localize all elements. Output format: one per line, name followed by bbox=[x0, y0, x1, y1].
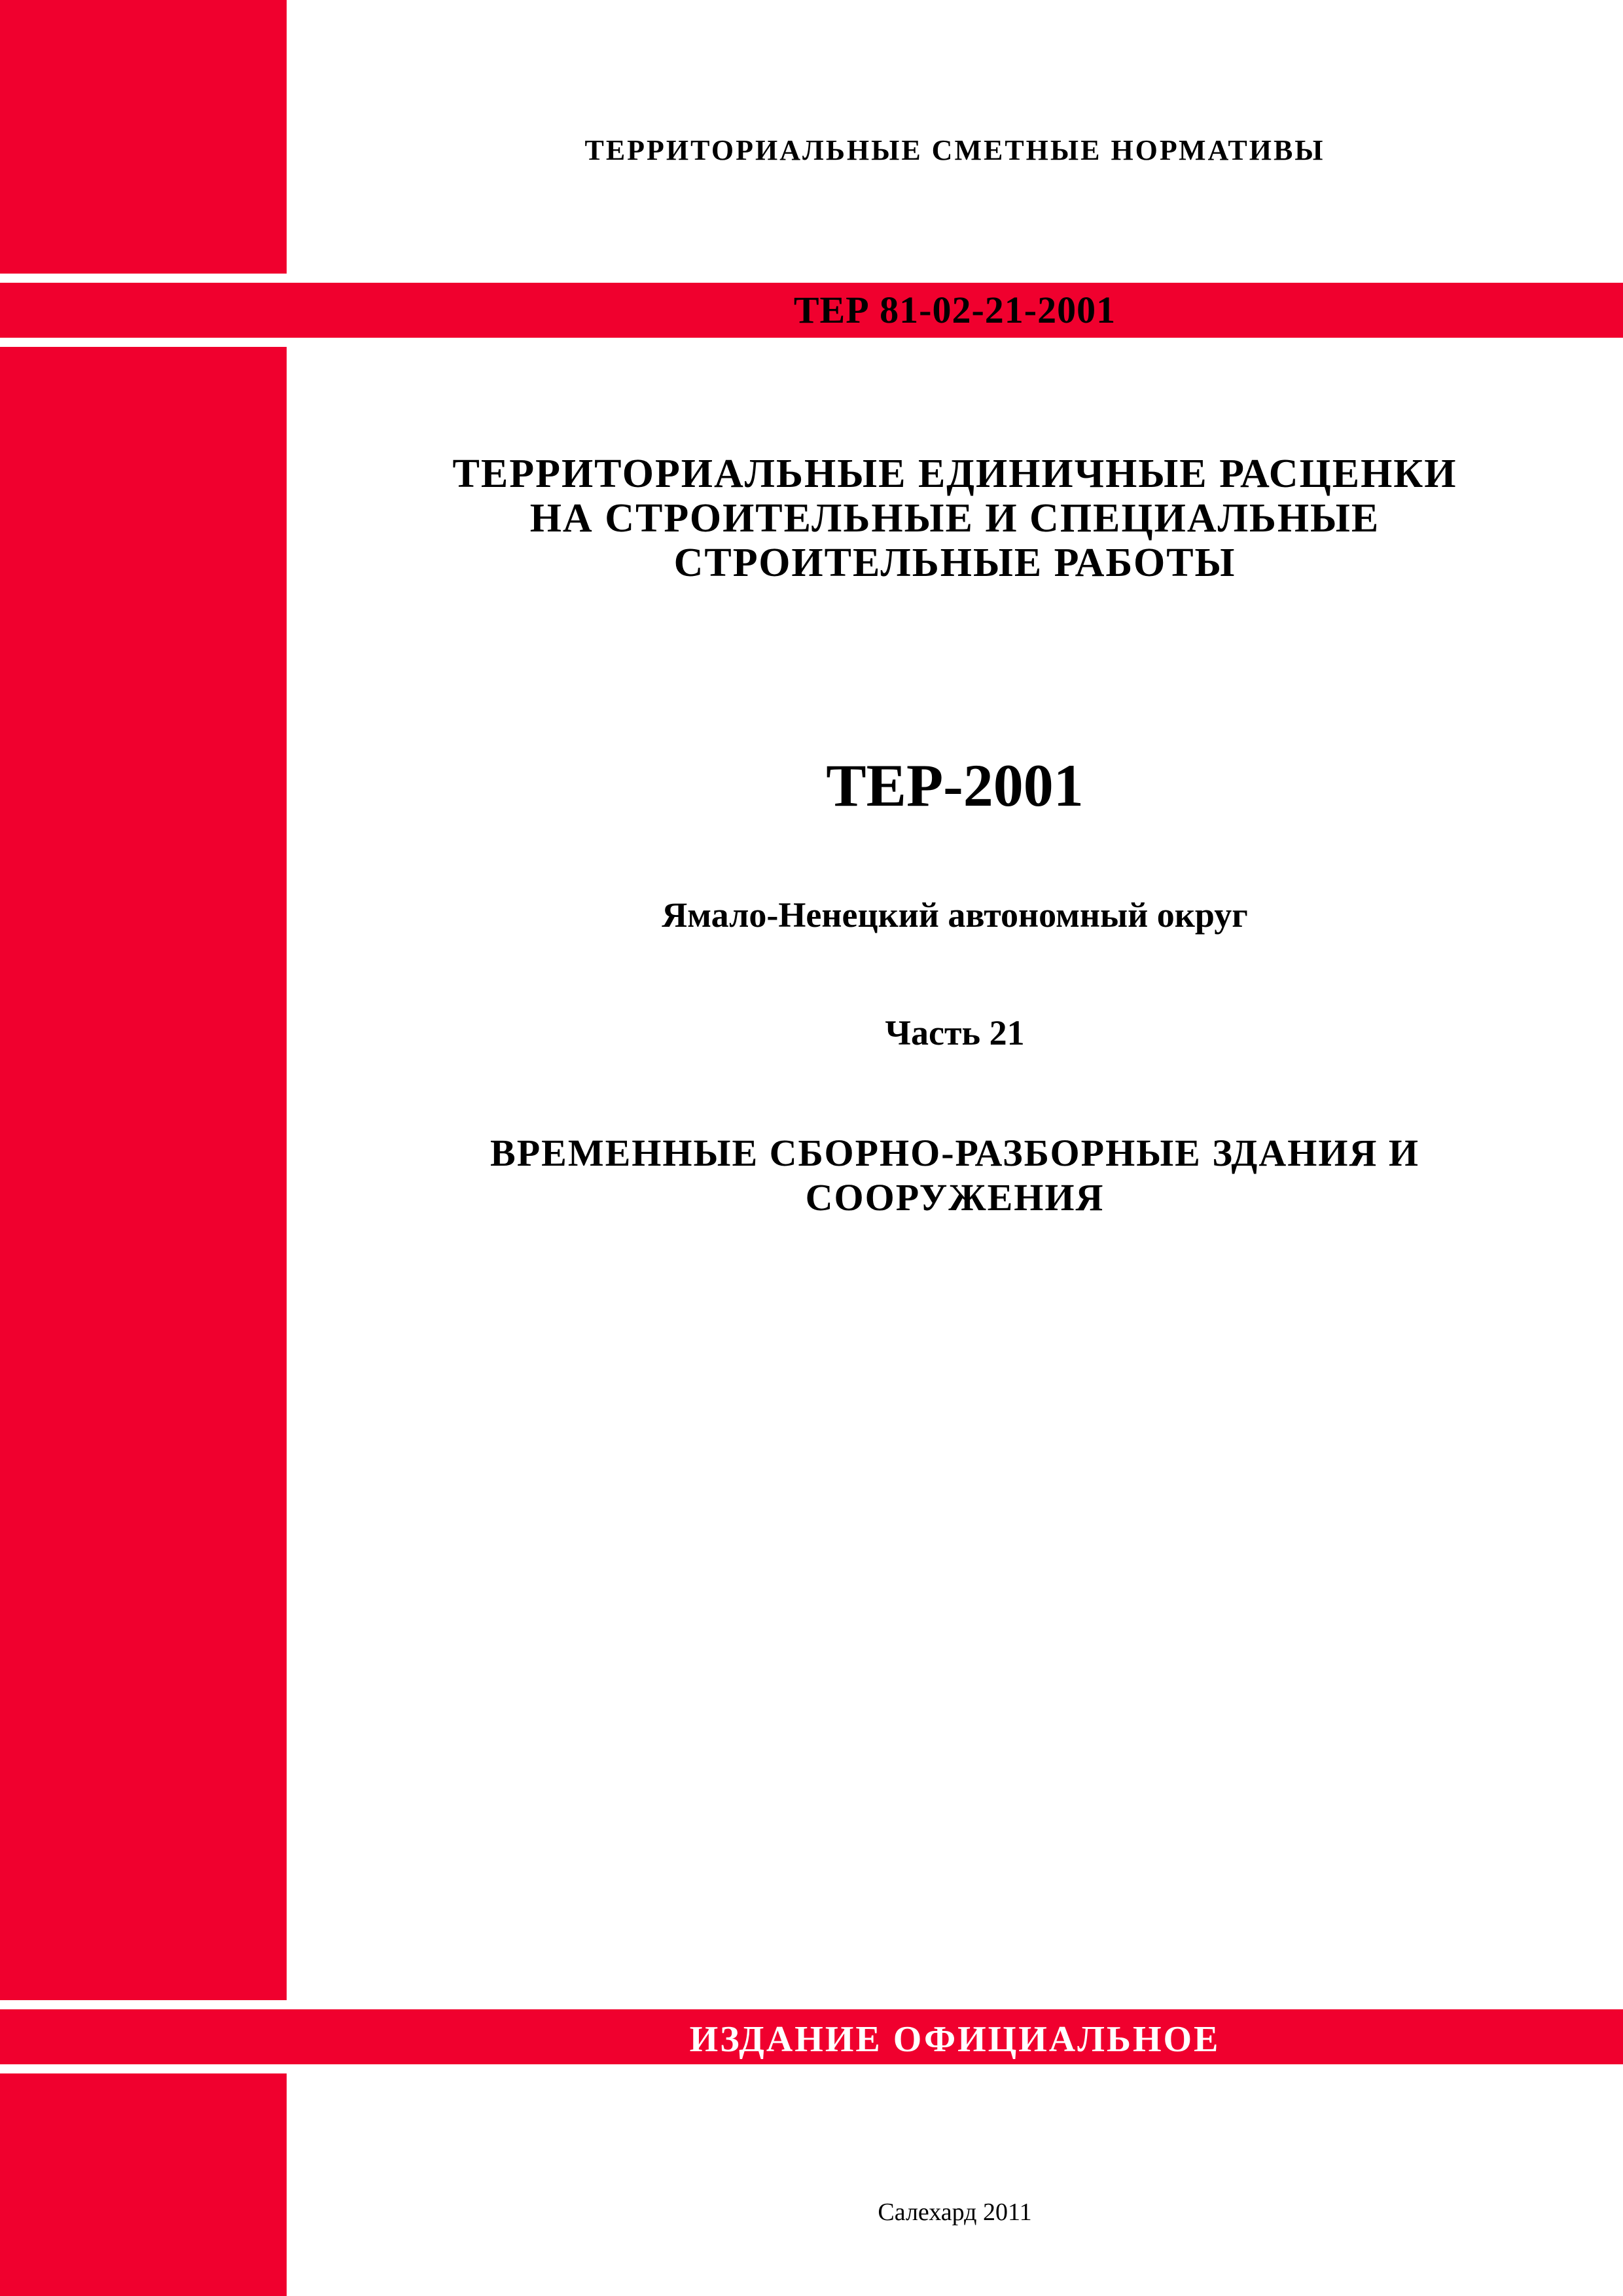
stripe-gap-top bbox=[0, 274, 287, 283]
title-line: НА СТРОИТЕЛЬНЫЕ И СПЕЦИАЛЬНЫЕ bbox=[529, 496, 1380, 541]
stripe-gap-code bbox=[0, 338, 287, 347]
subtitle-line: СООРУЖЕНИЯ bbox=[805, 1176, 1105, 1219]
official-edition-label: ИЗДАНИЕ ОФИЦИАЛЬНОЕ bbox=[689, 2019, 1221, 2060]
series-heading: ТЕРРИТОРИАЛЬНЫЕ СМЕТНЫЕ НОРМАТИВЫ bbox=[584, 134, 1325, 166]
document-code: ТЕР 81-02-21-2001 bbox=[793, 289, 1116, 331]
subtitle-line: ВРЕМЕННЫЕ СБОРНО-РАЗБОРНЫЕ ЗДАНИЯ И bbox=[490, 1132, 1419, 1174]
stripe-gap-official-bottom bbox=[0, 2064, 287, 2073]
stripe-gap-official-top bbox=[0, 2000, 287, 2009]
title-line: СТРОИТЕЛЬНЫЕ РАБОТЫ bbox=[673, 541, 1236, 585]
document-title bbox=[287, 452, 1623, 585]
short-title: ТЕР-2001 bbox=[826, 752, 1084, 819]
part-number: Часть 21 bbox=[885, 1013, 1025, 1052]
part-subtitle bbox=[287, 1131, 1623, 1220]
title-line: ТЕРРИТОРИАЛЬНЫЕ ЕДИНИЧНЫЕ РАСЦЕНКИ bbox=[452, 452, 1457, 496]
region-name: Ямало-Ненецкий автономный округ bbox=[662, 895, 1248, 935]
place-and-year: Салехард 2011 bbox=[878, 2198, 1032, 2226]
